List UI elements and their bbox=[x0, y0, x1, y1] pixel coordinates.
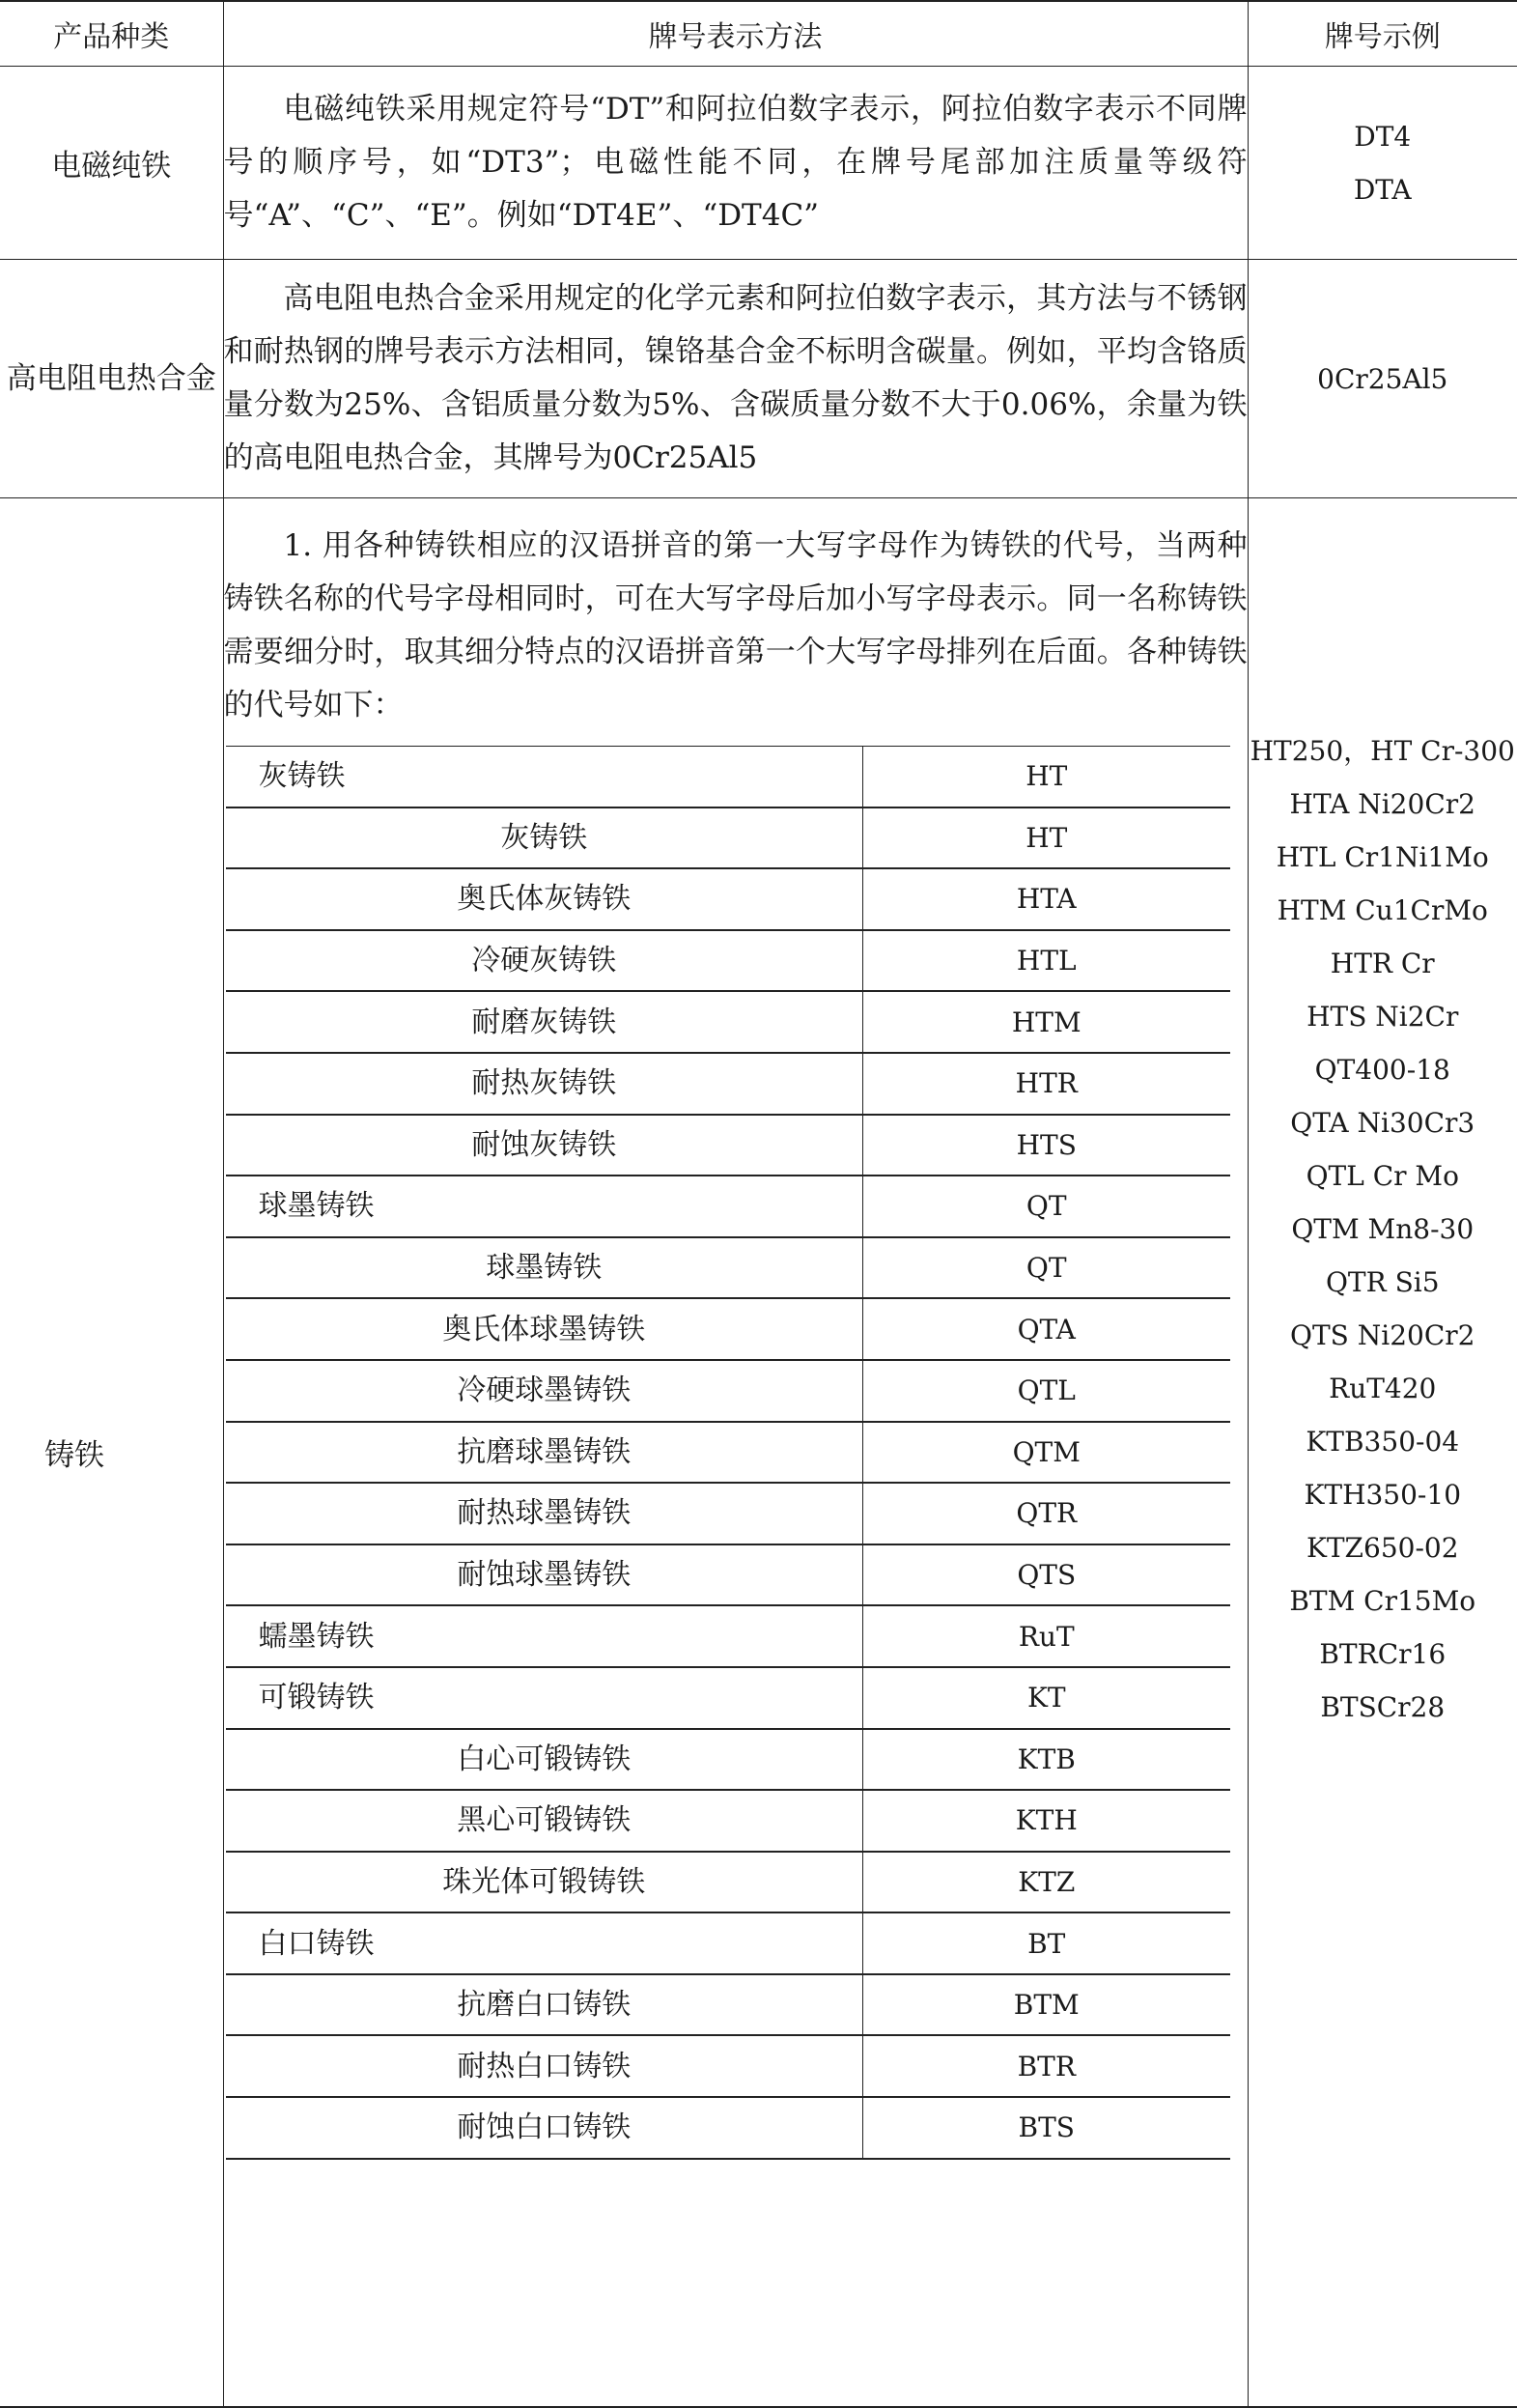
cast-iron-name: 耐热白口铸铁 bbox=[226, 2035, 863, 2097]
cast-iron-name: 奥氏体灰铸铁 bbox=[226, 868, 863, 930]
cast-iron-code: HT bbox=[863, 807, 1230, 869]
header-product-category: 产品种类 bbox=[0, 1, 223, 67]
cast-iron-name: 灰铸铁 bbox=[226, 807, 863, 869]
cast-iron-code: QT bbox=[863, 1176, 1230, 1237]
row-category: 电磁纯铁 bbox=[0, 67, 223, 260]
cast-iron-name: 珠光体可锻铸铁 bbox=[226, 1852, 863, 1913]
cast-iron-code: HTS bbox=[863, 1115, 1230, 1176]
code-row bbox=[226, 1974, 1230, 2036]
table-row bbox=[0, 260, 1517, 498]
cast-iron-name: 耐蚀球墨铸铁 bbox=[226, 1544, 863, 1606]
example-grade: QTR Si5 bbox=[1249, 1256, 1517, 1309]
row-examples bbox=[1248, 498, 1517, 2408]
row-category: 高电阻电热合金 bbox=[0, 260, 223, 498]
cast-iron-code: QTS bbox=[863, 1544, 1230, 1606]
cast-iron-code: QT bbox=[863, 1237, 1230, 1299]
cast-iron-name: 可锻铸铁 bbox=[226, 1667, 863, 1729]
description-text: 1. 用各种铸铁相应的汉语拼音的第一大写字母作为铸铁的代号，当两种铸铁名称的代号字母相同时，可在大写字母后加小写字母表示。同一名称铸铁需要细分时，取其细分特点的汉语拼音第一个大写字母排列在后面。各种铸铁的代号如下： bbox=[224, 520, 1248, 732]
cast-iron-code-table bbox=[226, 746, 1230, 2160]
code-row bbox=[226, 1729, 1230, 1791]
cast-iron-code: RuT bbox=[863, 1605, 1230, 1667]
example-grade: BTRCr16 bbox=[1249, 1628, 1517, 1681]
description-text: 电磁纯铁采用规定符号“DT”和阿拉伯数字表示，阿拉伯数字表示不同牌号的顺序号，如“DT3”；电磁性能不同，在牌号尾部加注质量等级符号“A”、“C”、“E”。例如“DT4E”、“DT4C” bbox=[224, 83, 1248, 242]
example-grade-list bbox=[1249, 724, 1517, 1734]
cast-iron-code: BTM bbox=[863, 1974, 1230, 2036]
code-row bbox=[226, 1667, 1230, 1729]
example-grade: DTA bbox=[1249, 163, 1517, 216]
table-row bbox=[0, 498, 1517, 2408]
example-grade: 0Cr25Al5 bbox=[1249, 353, 1517, 406]
cast-iron-code: QTL bbox=[863, 1360, 1230, 1422]
code-row bbox=[226, 2035, 1230, 2097]
table-header-row bbox=[0, 1, 1517, 67]
code-row bbox=[226, 1115, 1230, 1176]
example-grade: DT4 bbox=[1249, 110, 1517, 163]
example-grade: HTS Ni2Cr bbox=[1249, 990, 1517, 1043]
header-grade-examples: 牌号示例 bbox=[1248, 1, 1517, 67]
code-row bbox=[226, 1176, 1230, 1237]
code-row bbox=[226, 807, 1230, 869]
cast-iron-name: 奥氏体球墨铸铁 bbox=[226, 1298, 863, 1360]
code-row bbox=[226, 1360, 1230, 1422]
code-row bbox=[226, 1053, 1230, 1115]
code-row bbox=[226, 1605, 1230, 1667]
example-grade: KTB350-04 bbox=[1249, 1415, 1517, 1468]
cast-iron-code: HTM bbox=[863, 991, 1230, 1053]
cast-iron-code: KTZ bbox=[863, 1852, 1230, 1913]
cast-iron-name: 黑心可锻铸铁 bbox=[226, 1790, 863, 1852]
cast-iron-code: KT bbox=[863, 1667, 1230, 1729]
cast-iron-name: 冷硬球墨铸铁 bbox=[226, 1360, 863, 1422]
code-row bbox=[226, 747, 1230, 807]
cast-iron-code: HTL bbox=[863, 930, 1230, 992]
example-grade: HTM Cu1CrMo bbox=[1249, 884, 1517, 937]
cast-iron-name: 抗磨白口铸铁 bbox=[226, 1974, 863, 2036]
cast-iron-code: HTR bbox=[863, 1053, 1230, 1115]
example-grade: KTH350-10 bbox=[1249, 1468, 1517, 1521]
cast-iron-name: 耐热灰铸铁 bbox=[226, 1053, 863, 1115]
description-text: 高电阻电热合金采用规定的化学元素和阿拉伯数字表示，其方法与不锈钢和耐热钢的牌号表示方法相同，镍铬基合金不标明含碳量。例如，平均含铬质量分数为25%、含铝质量分数为5%、含碳质量分数不大于0.06%，余量为铁的高电阻电热合金，其牌号为0Cr25Al5 bbox=[224, 272, 1248, 485]
example-grade: RuT420 bbox=[1249, 1362, 1517, 1415]
code-row bbox=[226, 1912, 1230, 1974]
code-row bbox=[226, 1852, 1230, 1913]
cast-iron-code: BTS bbox=[863, 2097, 1230, 2159]
cast-iron-name: 白心可锻铸铁 bbox=[226, 1729, 863, 1791]
example-grade: QTS Ni20Cr2 bbox=[1249, 1309, 1517, 1362]
code-row bbox=[226, 868, 1230, 930]
code-row bbox=[226, 930, 1230, 992]
example-grade: QTA Ni30Cr3 bbox=[1249, 1096, 1517, 1149]
header-designation-method: 牌号表示方法 bbox=[223, 1, 1248, 67]
example-grade: QTM Mn8-30 bbox=[1249, 1203, 1517, 1256]
code-row bbox=[226, 1237, 1230, 1299]
code-row bbox=[226, 991, 1230, 1053]
example-grade: BTSCr28 bbox=[1249, 1681, 1517, 1734]
table-row bbox=[0, 67, 1517, 260]
code-row bbox=[226, 1544, 1230, 1606]
example-grade: BTM Cr15Mo bbox=[1249, 1574, 1517, 1628]
code-row bbox=[226, 1298, 1230, 1360]
cast-iron-code: BT bbox=[863, 1912, 1230, 1974]
example-grade: QTL Cr Mo bbox=[1249, 1149, 1517, 1203]
row-description bbox=[223, 260, 1248, 498]
cast-iron-name: 抗磨球墨铸铁 bbox=[226, 1422, 863, 1484]
cast-iron-name: 耐热球墨铸铁 bbox=[226, 1483, 863, 1544]
example-grade: HT250，HT Cr-300 bbox=[1249, 724, 1517, 778]
cast-iron-name: 冷硬灰铸铁 bbox=[226, 930, 863, 992]
code-row bbox=[226, 2097, 1230, 2159]
cast-iron-code: HTA bbox=[863, 868, 1230, 930]
code-row bbox=[226, 1790, 1230, 1852]
row-description bbox=[223, 498, 1248, 2408]
example-grade: HTL Cr1Ni1Mo bbox=[1249, 831, 1517, 884]
row-category: 铸铁 bbox=[0, 498, 223, 2408]
cast-iron-code: QTR bbox=[863, 1483, 1230, 1544]
code-row bbox=[226, 1422, 1230, 1484]
row-examples bbox=[1248, 67, 1517, 260]
cast-iron-code: BTR bbox=[863, 2035, 1230, 2097]
cast-iron-name: 球墨铸铁 bbox=[226, 1237, 863, 1299]
example-grade: QT400-18 bbox=[1249, 1043, 1517, 1096]
cast-iron-code: QTA bbox=[863, 1298, 1230, 1360]
cast-iron-name: 白口铸铁 bbox=[226, 1912, 863, 1974]
row-description bbox=[223, 67, 1248, 260]
example-grade: KTZ650-02 bbox=[1249, 1521, 1517, 1574]
cast-iron-name: 灰铸铁 bbox=[226, 747, 863, 807]
example-grade: HTA Ni20Cr2 bbox=[1249, 778, 1517, 831]
cast-iron-code: HT bbox=[863, 747, 1230, 807]
cast-iron-name: 蠕墨铸铁 bbox=[226, 1605, 863, 1667]
example-grade: HTR Cr bbox=[1249, 937, 1517, 990]
cast-iron-code: QTM bbox=[863, 1422, 1230, 1484]
cast-iron-name: 耐蚀白口铸铁 bbox=[226, 2097, 863, 2159]
cast-iron-name: 耐磨灰铸铁 bbox=[226, 991, 863, 1053]
cast-iron-name: 球墨铸铁 bbox=[226, 1176, 863, 1237]
row-examples bbox=[1248, 260, 1517, 498]
code-row bbox=[226, 1483, 1230, 1544]
cast-iron-code: KTH bbox=[863, 1790, 1230, 1852]
cast-iron-name: 耐蚀灰铸铁 bbox=[226, 1115, 863, 1176]
cast-iron-code: KTB bbox=[863, 1729, 1230, 1791]
